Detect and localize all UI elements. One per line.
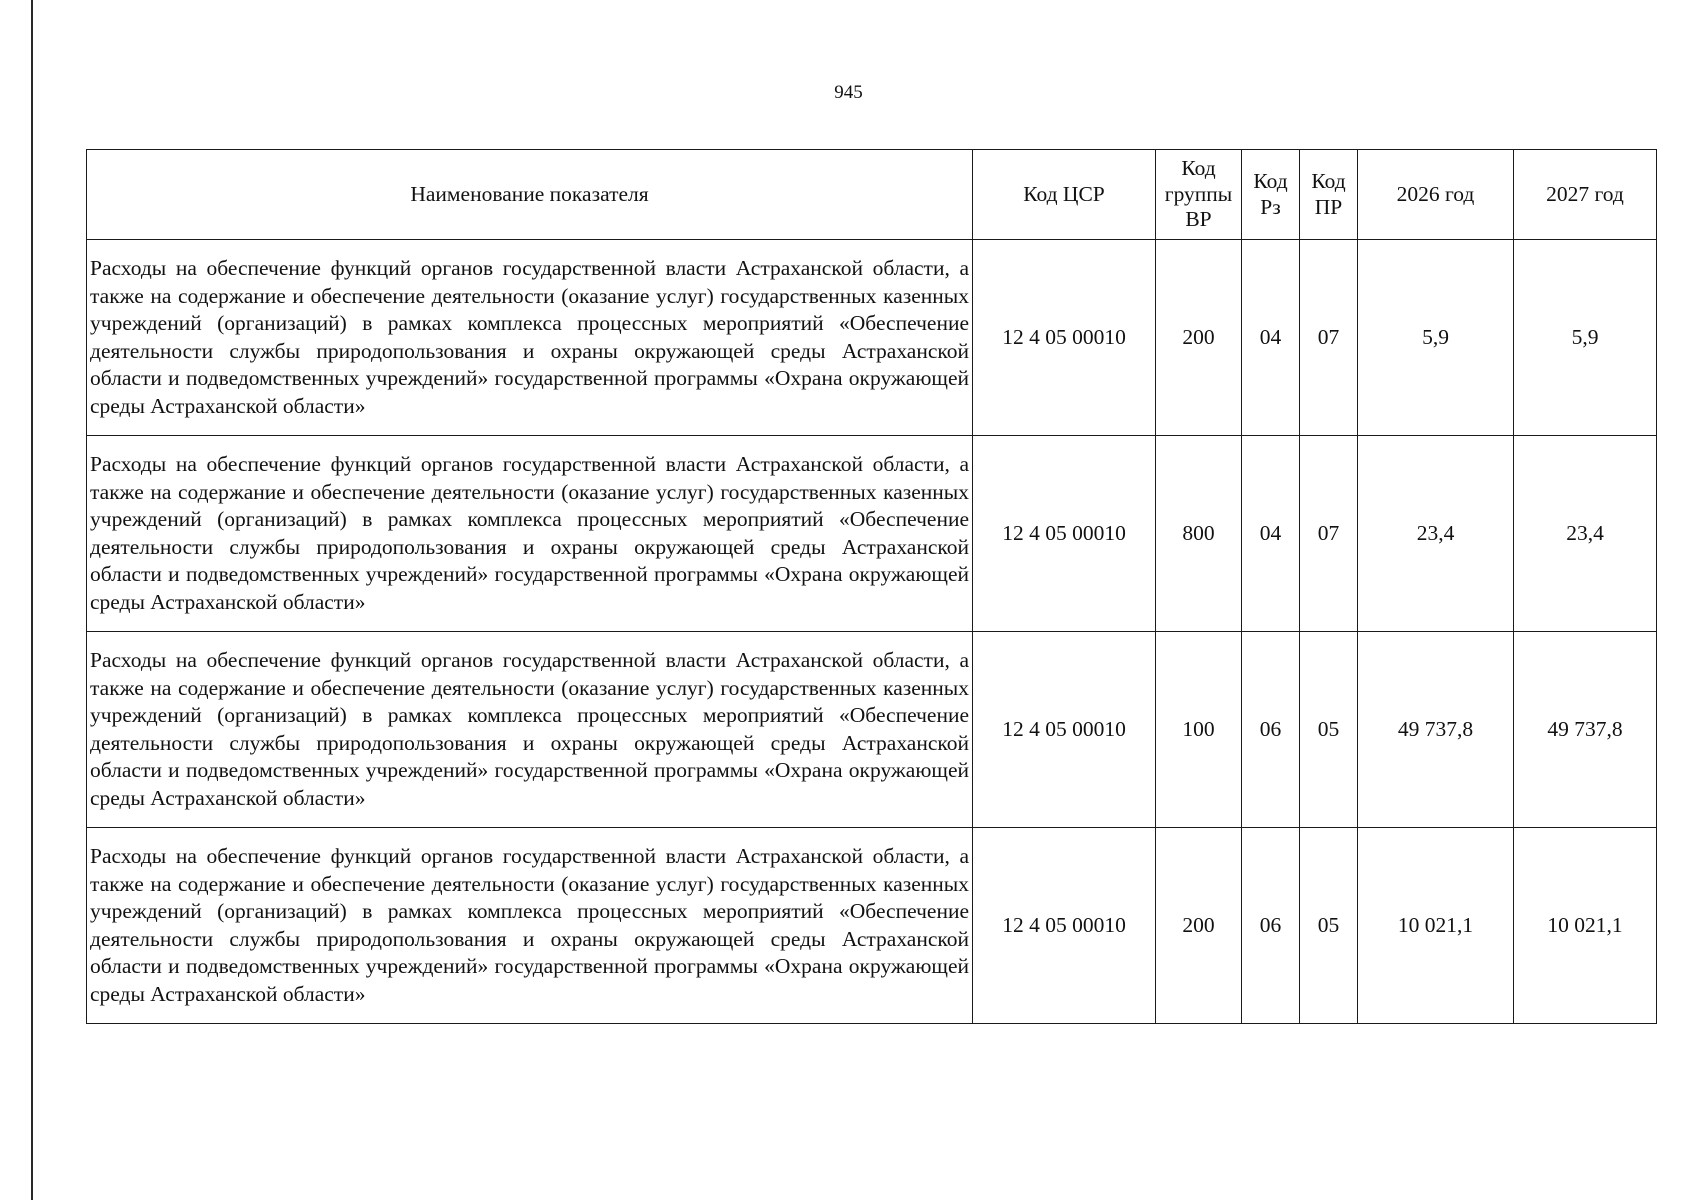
row-rz-code: 06 — [1242, 632, 1300, 828]
row-value-2027: 5,9 — [1514, 240, 1657, 436]
row-rz-code: 04 — [1242, 240, 1300, 436]
header-rz-code: Код Рз — [1242, 150, 1300, 240]
page-number: 945 — [834, 82, 863, 103]
row-value-2027: 49 737,8 — [1514, 632, 1657, 828]
table-body — [87, 240, 1657, 1024]
table-row — [87, 632, 1657, 828]
row-rz-code: 04 — [1242, 436, 1300, 632]
row-rz-code: 06 — [1242, 828, 1300, 1024]
row-vr-code: 100 — [1156, 632, 1242, 828]
row-vr-code: 200 — [1156, 828, 1242, 1024]
row-name: Расходы на обеспечение функций органов государственной власти Астраханской области, а также на содержание и обеспечение деятельности (оказание услуг) государственных казенных учреждений (организаций) в рамках комплекса процессных мероприятий «Обеспечение деятельности службы природопользования и охраны окружающей среды Астраханской области и подведомственных учреждений» государственной программы «Охрана окружающей среды Астраханской области» — [87, 632, 973, 828]
row-csr-code: 12 4 05 00010 — [973, 828, 1156, 1024]
header-row — [87, 150, 1657, 240]
row-value-2027: 10 021,1 — [1514, 828, 1657, 1024]
row-value-2026: 5,9 — [1358, 240, 1514, 436]
header-name: Наименование показателя — [87, 150, 973, 240]
row-pr-code: 07 — [1300, 436, 1358, 632]
row-pr-code: 05 — [1300, 828, 1358, 1024]
header-csr-code: Код ЦСР — [973, 150, 1156, 240]
row-value-2026: 23,4 — [1358, 436, 1514, 632]
row-csr-code: 12 4 05 00010 — [973, 240, 1156, 436]
table-row — [87, 240, 1657, 436]
row-name: Расходы на обеспечение функций органов государственной власти Астраханской области, а также на содержание и обеспечение деятельности (оказание услуг) государственных казенных учреждений (организаций) в рамках комплекса процессных мероприятий «Обеспечение деятельности службы природопользования и охраны окружающей среды Астраханской области и подведомственных учреждений» государственной программы «Охрана окружающей среды Астраханской области» — [87, 240, 973, 436]
row-csr-code: 12 4 05 00010 — [973, 632, 1156, 828]
header-pr-code: Код ПР — [1300, 150, 1358, 240]
row-vr-code: 800 — [1156, 436, 1242, 632]
row-name: Расходы на обеспечение функций органов государственной власти Астраханской области, а также на содержание и обеспечение деятельности (оказание услуг) государственных казенных учреждений (организаций) в рамках комплекса процессных мероприятий «Обеспечение деятельности службы природопользования и охраны окружающей среды Астраханской области и подведомственных учреждений» государственной программы «Охрана окружающей среды Астраханской области» — [87, 828, 973, 1024]
page-binding-line — [31, 0, 33, 1200]
row-value-2026: 49 737,8 — [1358, 632, 1514, 828]
row-pr-code: 05 — [1300, 632, 1358, 828]
table-header — [87, 150, 1657, 240]
header-year-2027: 2027 год — [1514, 150, 1657, 240]
header-year-2026: 2026 год — [1358, 150, 1514, 240]
table-row — [87, 828, 1657, 1024]
row-value-2026: 10 021,1 — [1358, 828, 1514, 1024]
row-csr-code: 12 4 05 00010 — [973, 436, 1156, 632]
header-vr-code: Код группы ВР — [1156, 150, 1242, 240]
table-row — [87, 436, 1657, 632]
row-vr-code: 200 — [1156, 240, 1242, 436]
row-value-2027: 23,4 — [1514, 436, 1657, 632]
row-pr-code: 07 — [1300, 240, 1358, 436]
row-name: Расходы на обеспечение функций органов государственной власти Астраханской области, а также на содержание и обеспечение деятельности (оказание услуг) государственных казенных учреждений (организаций) в рамках комплекса процессных мероприятий «Обеспечение деятельности службы природопользования и охраны окружающей среды Астраханской области и подведомственных учреждений» государственной программы «Охрана окружающей среды Астраханской области» — [87, 436, 973, 632]
budget-table — [86, 149, 1657, 1024]
